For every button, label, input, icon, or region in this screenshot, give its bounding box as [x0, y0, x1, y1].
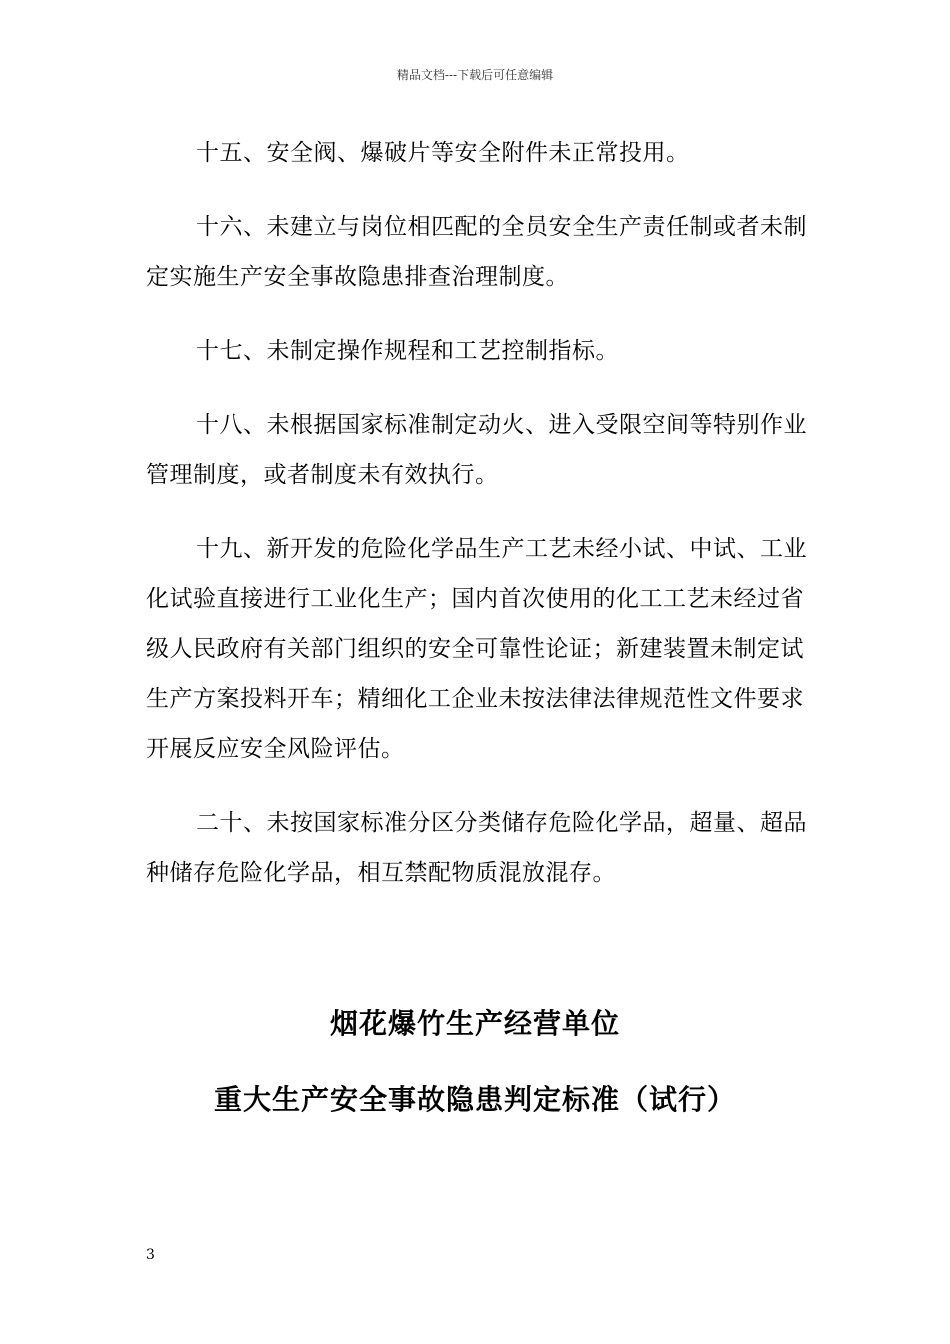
section-title-line1: 烟花爆竹生产经营单位	[329, 1007, 620, 1040]
paragraph-20: 二十、未按国家标准分区分类储存危险化学品，超量、超品种储存危险化学品，相互禁配物质混放混存。	[146, 810, 807, 886]
page-number: 3	[146, 1247, 155, 1263]
document-body	[146, 128, 816, 922]
paragraph-18: 十八、未根据国家标准制定动火、进入受限空间等特别作业管理制度，或者制度未有效执行。	[146, 412, 807, 488]
paragraph-16: 十六、未建立与岗位相匹配的全员安全生产责任制或者未制定实施生产安全事故隐患排查治理制度。	[146, 214, 807, 290]
paragraph-17: 十七、未制定操作规程和工艺控制指标。	[196, 338, 619, 364]
section-title-line2: 重大生产安全事故隐患判定标准（试行）	[213, 1083, 736, 1116]
paragraph-19: 十九、新开发的危险化学品生产工艺未经小试、中试、工业化试验直接进行工业化生产；国内首次使用的化工工艺未经过省级人民政府有关部门组织的安全可靠性论证；新建装置未制定试生产方案投料开车；精细化工企业未按法律法律规范性文件要求开展反应安全风险评估。	[146, 536, 807, 762]
paragraph-15: 十五、安全阀、爆破片等安全附件未正常投用。	[196, 140, 690, 166]
page-header: 精品文档---下载后可任意编辑	[396, 68, 554, 82]
